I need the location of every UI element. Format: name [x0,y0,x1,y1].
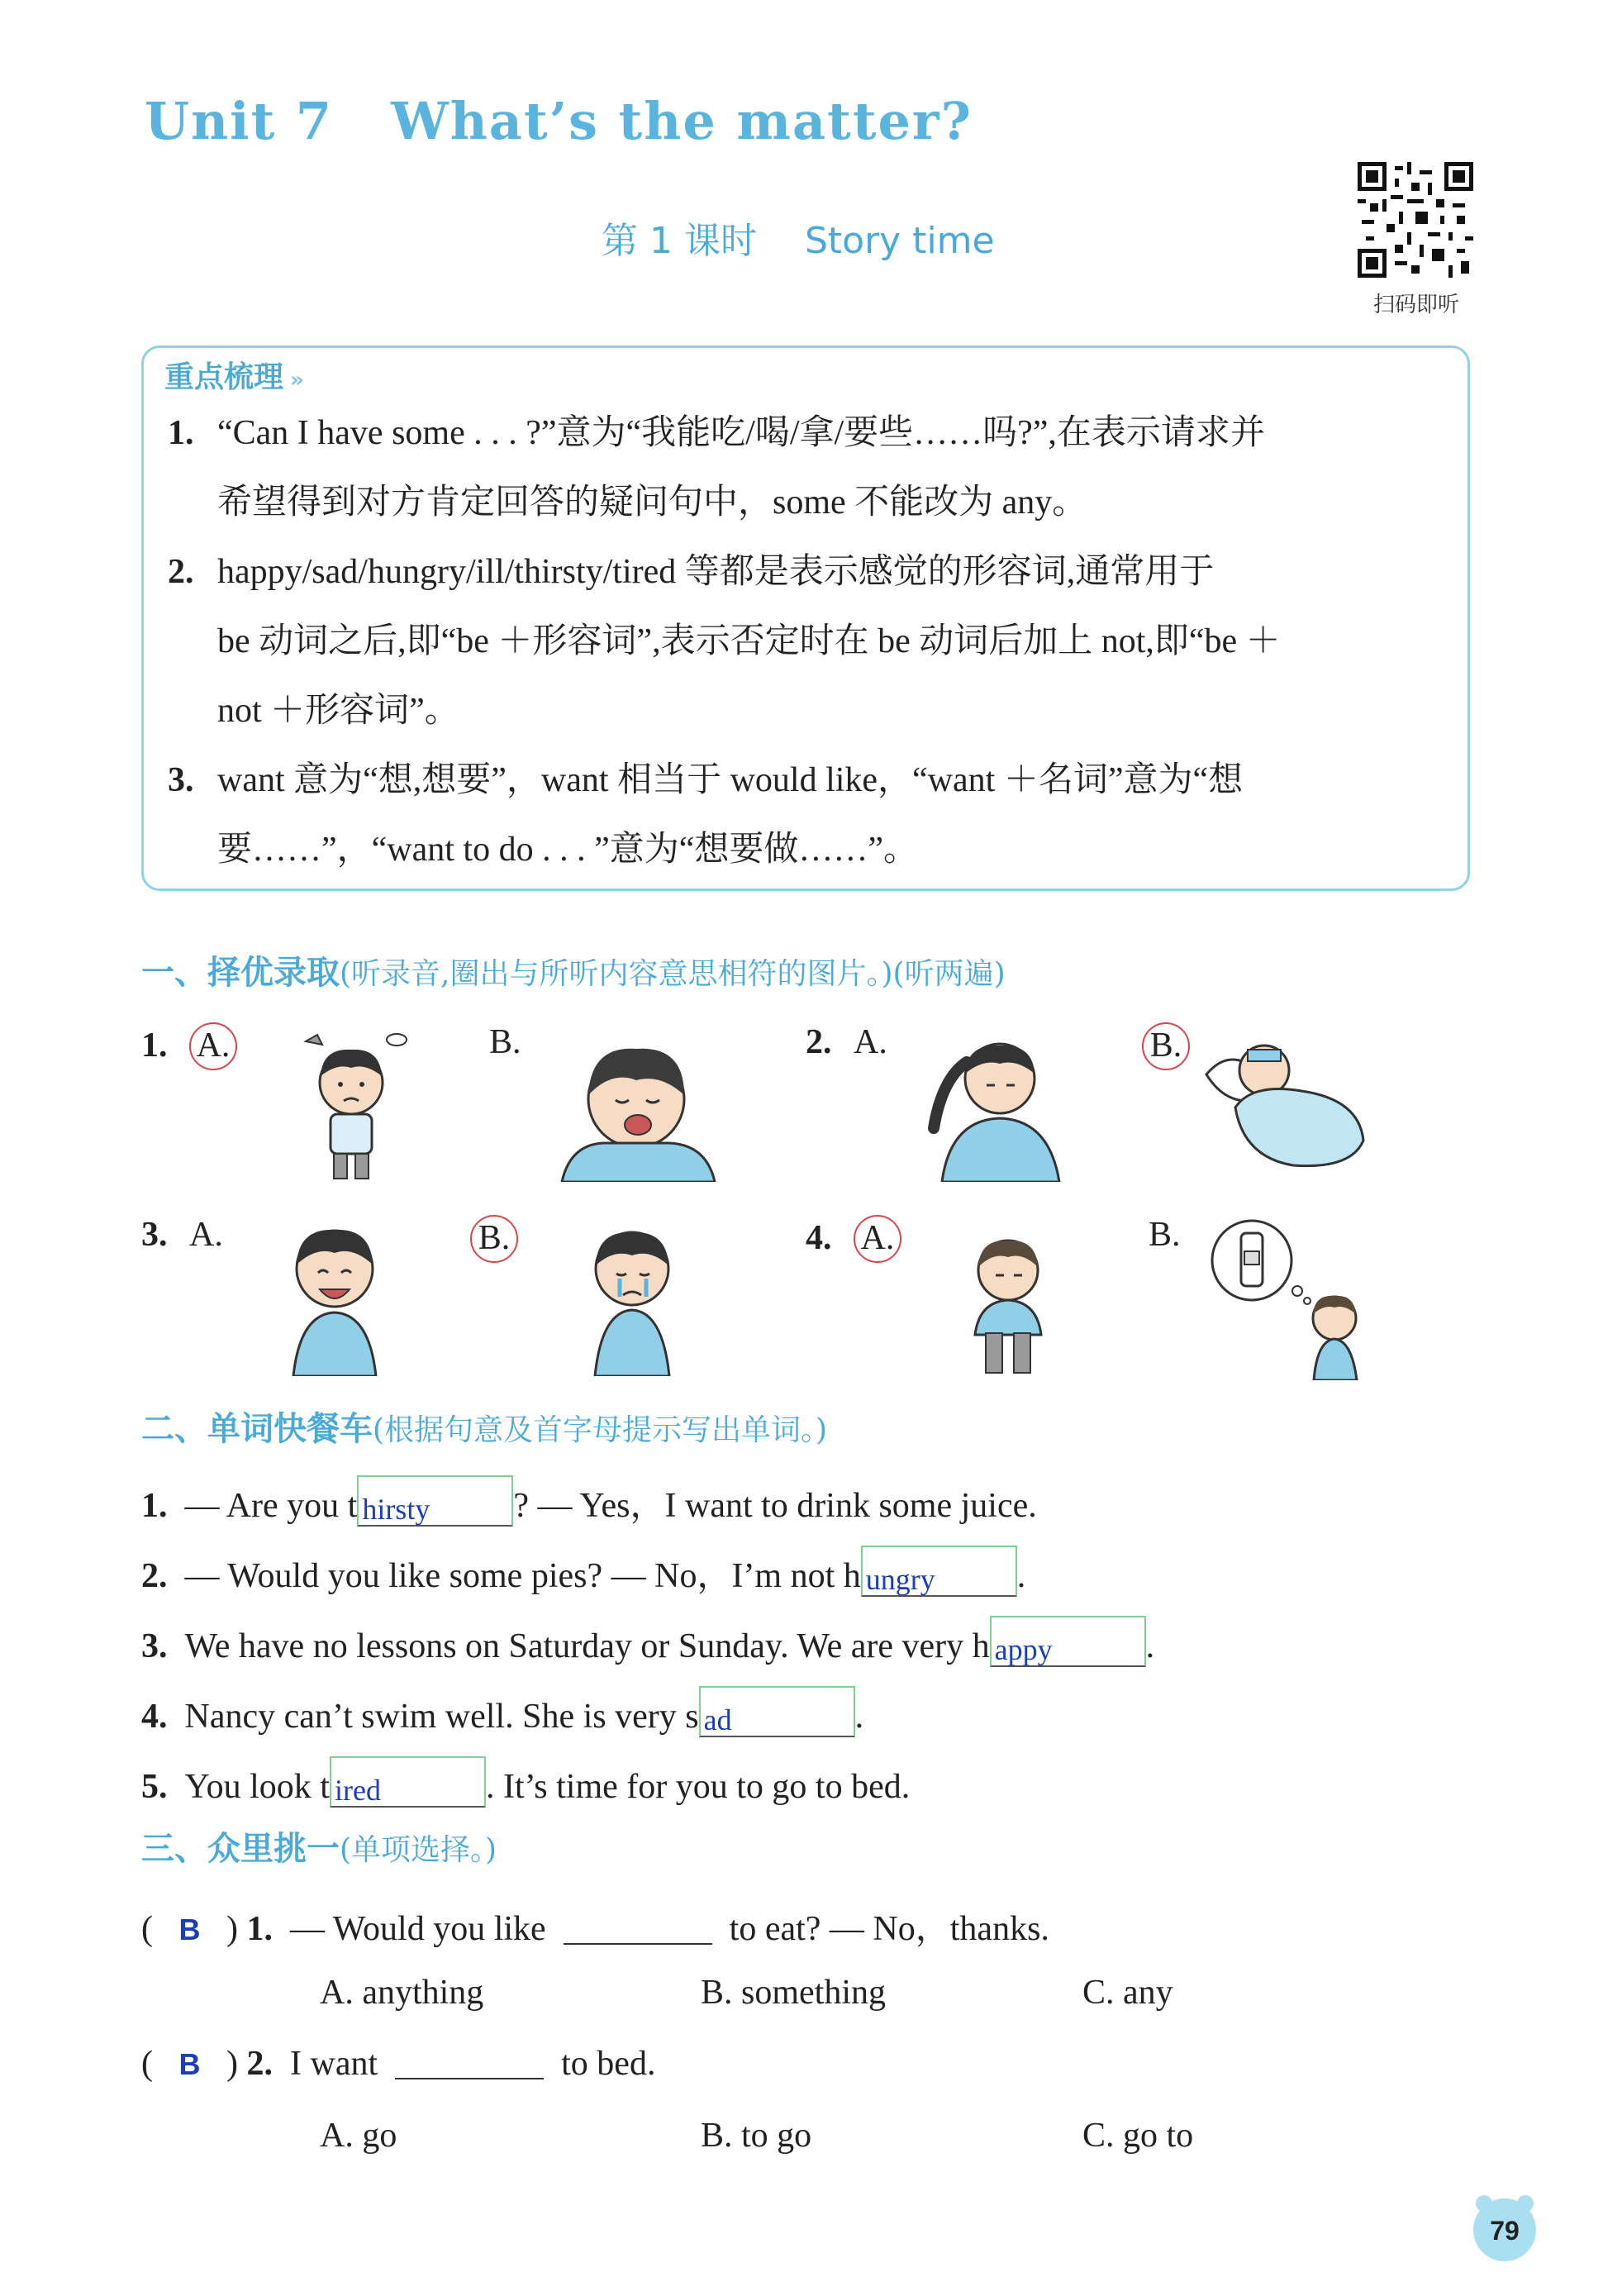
item-text-before: — Would you like [290,1910,546,1948]
section-1-heading: 一、择优录取 [141,954,340,992]
item-text-after: . [1016,1557,1026,1595]
key-point-2-line-1 [168,544,1214,593]
key-point-3-line-1 [168,752,1243,802]
boy-tired-illustration[interactable] [946,1227,1070,1376]
section-3-title [141,1822,497,1870]
word-item-5 [141,1756,910,1808]
key-point-3-line-2: 要……”，“want to do . . . ”意为“想要做……”。 [217,831,919,869]
section-1-title [141,946,1006,993]
item-text-before: Nancy can’t swim well. She is very s [184,1698,699,1736]
handwritten-answer: hirsty [362,1493,430,1526]
key-point-1-line-2: 希望得到对方肯定回答的疑问句中，some 不能改为 any。 [217,483,1087,522]
item-number: 3. [141,1627,168,1665]
lesson-name: Story time [804,220,995,262]
answer-field[interactable] [357,1475,513,1527]
answer-field[interactable] [990,1616,1146,1667]
key-point-2-line-3: not ＋形容词”。 [217,692,459,730]
listening-q3 [141,1215,223,1255]
section-1-instruction: (听录音,圈出与所听内容意思相符的图片。)(听两遍) [340,957,1006,991]
key-point-1-line-1 [168,405,1265,455]
item-text-before: We have no lessons on Saturday or Sunday. We are very h [184,1627,990,1665]
qr-code-icon[interactable] [1358,162,1473,278]
double-arrow-icon: » [290,368,304,393]
choice-answer[interactable]: B [178,2047,201,2081]
item-text-after: . [854,1698,864,1736]
handwritten-answer: ad [703,1703,732,1736]
key-point-text: “Can I have some . . . ?”意为“我能吃/喝/拿/要些……吗?”,在表示请求并 [217,414,1265,452]
word-item-4 [141,1686,863,1737]
item-number: 1. [246,1910,273,1948]
item-text-before: I want [290,2045,378,2083]
question-number: 2. [806,1023,832,1061]
word-item-3 [141,1616,1154,1667]
question-number: 4. [806,1219,832,1257]
choice-2-option-a[interactable]: A. go [320,2117,397,2155]
key-point-text: want 意为“想,想要”，want 相当于 would like，“want ＋名词”意为“想 [217,761,1244,799]
section-3-instruction: (单项选择。) [340,1833,497,1867]
item-text-before: — Are you t [184,1487,358,1525]
answer-field[interactable] [861,1546,1017,1597]
option-b-circled[interactable]: B. [1142,1022,1190,1070]
lesson-subtitle [602,211,995,264]
section-2-instruction: (根据句意及首字母提示写出单词。) [373,1413,828,1447]
option-a[interactable]: A. [854,1023,887,1061]
handwritten-answer: ired [334,1774,381,1807]
boy-sick-in-bed-illustration[interactable] [1202,1033,1368,1174]
option-b[interactable]: B. [1149,1216,1181,1254]
blank-line[interactable] [564,1908,712,1945]
page-number: 79 [1490,2216,1520,2246]
key-point-number: 3. [168,761,194,799]
key-points-title: 重点梳理 [164,360,284,394]
key-point-number: 2. [168,553,194,591]
boy-sad-tears-illustration[interactable] [570,1219,694,1376]
item-text-after: to eat? — No，thanks. [729,1910,1049,1948]
listening-q4 [806,1215,901,1263]
word-item-2 [141,1546,1025,1598]
option-a-circled[interactable]: A. [854,1215,901,1263]
lesson-number: 第 1 课时 [602,220,757,262]
choice-1-option-a[interactable]: A. anything [320,1974,484,2012]
item-number: 5. [141,1768,168,1806]
choice-1-option-c[interactable]: C. any [1082,1974,1173,2012]
blank-line[interactable] [395,2043,544,2079]
page-number-badge [1467,2190,1542,2265]
item-number: 1. [141,1487,168,1525]
section-2-heading: 二、单词快餐车 [141,1410,373,1448]
boy-laughing-illustration[interactable] [260,1215,409,1376]
section-2-title [141,1403,827,1450]
item-number: 4. [141,1698,168,1736]
choice-item-2: ( B ) 2. I want to bed. [141,2045,656,2083]
word-item-1 [141,1475,1037,1527]
choice-2-option-c[interactable]: C. go to [1082,2117,1194,2155]
option-b-circled[interactable]: B. [470,1215,518,1263]
item-text-after: to bed. [561,2045,656,2083]
boy-crying-illustration[interactable] [545,1037,735,1182]
qr-caption: 扫码即听 [1372,293,1459,317]
boy-headache-illustration[interactable] [917,1029,1082,1182]
listening-q1 [141,1022,237,1070]
handwritten-answer: appy [994,1633,1053,1666]
item-number: 2. [246,2045,273,2083]
item-text-before: — Would you like some pies? — No，I’m not h [184,1557,861,1595]
unit-title [145,91,973,151]
listening-q3-b [477,1215,518,1263]
item-text-after: ? — Yes，I want to drink some juice. [513,1487,1037,1525]
key-point-number: 1. [168,414,194,452]
choice-item-1: ( B ) 1. — Would you like to eat? — No，thanks. [141,1910,1049,1948]
unit-heading: What’s the matter? [391,91,973,151]
item-text-before: You look t [184,1768,330,1806]
choice-1-option-b[interactable]: B. something [701,1974,887,2012]
item-number: 2. [141,1557,168,1595]
key-point-text: happy/sad/hungry/ill/thirsty/tired 等都是表示感觉的形容词,通常用于 [217,553,1215,591]
choice-answer[interactable]: B [178,1913,201,1946]
question-number: 1. [141,1027,168,1065]
item-text-after: . [1145,1627,1155,1665]
option-a-circled[interactable]: A. [189,1022,237,1070]
listening-q2-b [1149,1022,1190,1070]
choice-2-option-b[interactable]: B. to go [701,2117,812,2155]
answer-field[interactable] [330,1756,486,1808]
key-point-2-line-2: be 动词之后,即“be ＋形容词”,表示否定时在 be 动词后加上 not,即“be ＋ [217,622,1281,660]
item-text-after: . It’s time for you to go to bed. [485,1768,911,1806]
section-3-heading: 三、众里挑一 [141,1830,340,1868]
key-points-heading [164,354,304,396]
listening-q2 [806,1022,887,1062]
boy-hungry-illustration[interactable] [273,1025,430,1182]
handwritten-answer: ungry [865,1563,935,1596]
question-number: 3. [141,1216,168,1254]
option-a[interactable]: A. [189,1216,223,1254]
option-b[interactable]: B. [489,1023,521,1061]
answer-field[interactable] [699,1686,855,1737]
boy-thirsty-illustration[interactable] [1206,1215,1372,1380]
unit-label: Unit 7 [145,91,334,151]
